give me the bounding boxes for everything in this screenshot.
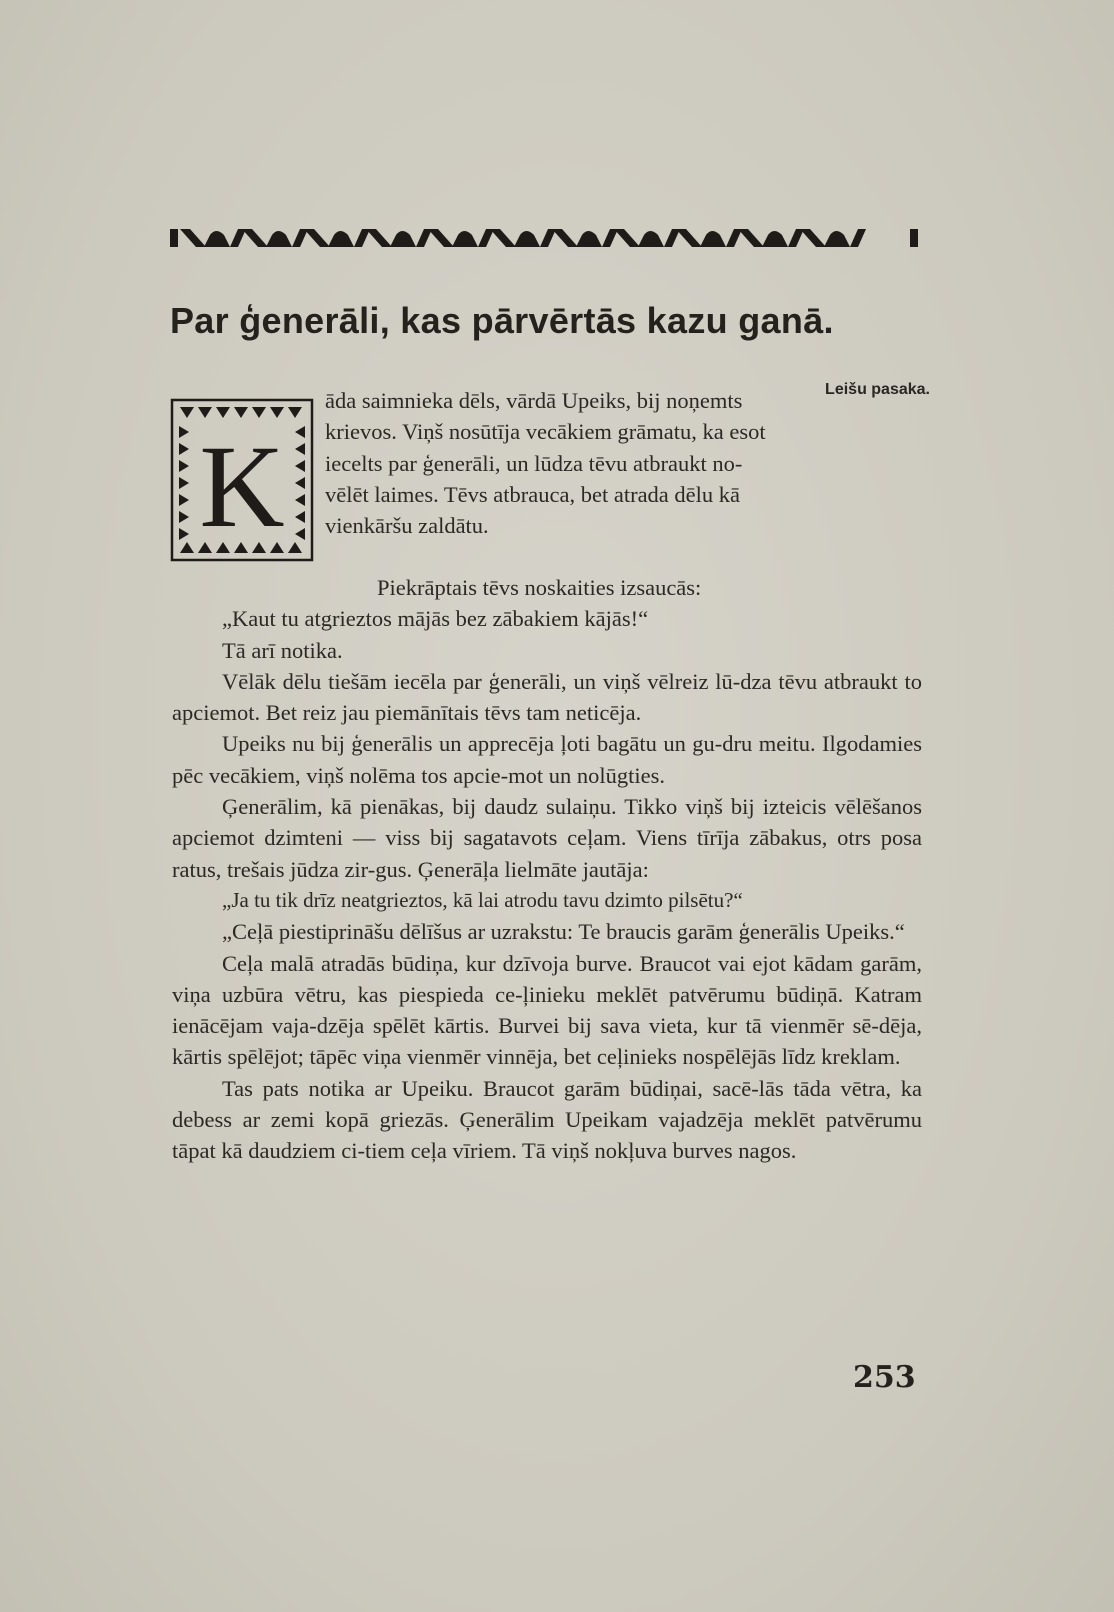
- text-line: krievos. Viņš nosūtīja vecākiem grāmatu, ka esot: [325, 419, 766, 445]
- text-line: vēlēt laimes. Tēvs atbrauca, bet atrada dēlu kā: [325, 481, 741, 507]
- paragraph: Ģenerālim, kā pienākas, bij daudz sulaiņu. Tikko viņš bij izteicis vēlēšanos apciemot dzimteni — viss bij sagatavots ceļam. Viens tīrīja zābakus, otrs posa ratus, trešais jūdza zir-gus. Ģenerāļa lielmāte jautāja:: [172, 794, 922, 882]
- story-body: [172, 572, 922, 1167]
- story-subtitle: Leišu pasaka.: [825, 381, 930, 398]
- svg-text:K: K: [199, 421, 285, 552]
- paragraph: Ceļa malā atradās būdiņa, kur dzīvoja burve. Braucot vai ejot kādam garām, viņa uzbūra vētru, kas piespieda ce-ļinieku meklēt patvērumu būdiņā. Katram ienācējam vaja-dzēja spēlēt kārtis. Burvei bij sava vieta, kur tā vienmēr sē-dēja, kārtis spēlējot; tāpēc viņa vienmēr vinnēja, bet ceļinieks nospēlējās līdz kreklam.: [172, 950, 922, 1070]
- paragraph: Upeiks nu bij ģenerālis un apprecēja ļoti bagātu un gu-dru meitu. Ilgodamies pēc vecākiem, viņš nolēma tos apcie-mot un nolūgties.: [172, 731, 922, 788]
- text-line: vienkāršu zaldātu.: [325, 513, 489, 539]
- paragraph: Piekrāptais tēvs noskaities izsaucās:: [377, 575, 702, 600]
- ornament-border: [170, 223, 918, 253]
- text-line: iecelts par ģenerāli, un lūdza tēvu atbraukt no-: [325, 450, 743, 476]
- paragraph: Vēlāk dēlu tiešām iecēla par ģenerāli, un viņš vēlreiz lū-dza tēvu atbraukt to apciemot. Bet reiz jau piemānītais tēvs tam neticēja.: [172, 668, 922, 726]
- intro-column: [325, 385, 922, 541]
- paragraph: „Ja tu tik drīz neatgrieztos, kā lai atrodu tavu dzimto pilsētu?“: [222, 887, 743, 912]
- story-title: Par ģenerāli, kas pārvērtās kazu ganā.: [170, 300, 834, 341]
- paragraph: Tā arī notika.: [222, 637, 343, 663]
- paragraph: „Kaut tu atgrieztos mājās bez zābakiem kājās!“: [222, 606, 649, 632]
- paragraph: Tas pats notika ar Upeiku. Braucot garām būdiņai, sacē-lās tāda vētra, ka debess ar zemi kopā griezās. Ģenerālim Upeikam vajadzēja meklēt patvērumu tāpat kā daudziem ci-tiem ceļa vīriem. Tā viņš nokļuva burves nagos.: [172, 1075, 922, 1164]
- dropcap-initial: [170, 398, 314, 562]
- text-line: āda saimnieka dēls, vārdā Upeiks, bij noņemts: [325, 388, 743, 413]
- paragraph: „Ceļā piestiprināšu dēlīšus ar uzrakstu: Te braucis garām ģenerālis Upeiks.“: [222, 919, 905, 945]
- page-number: 253: [853, 1360, 916, 1395]
